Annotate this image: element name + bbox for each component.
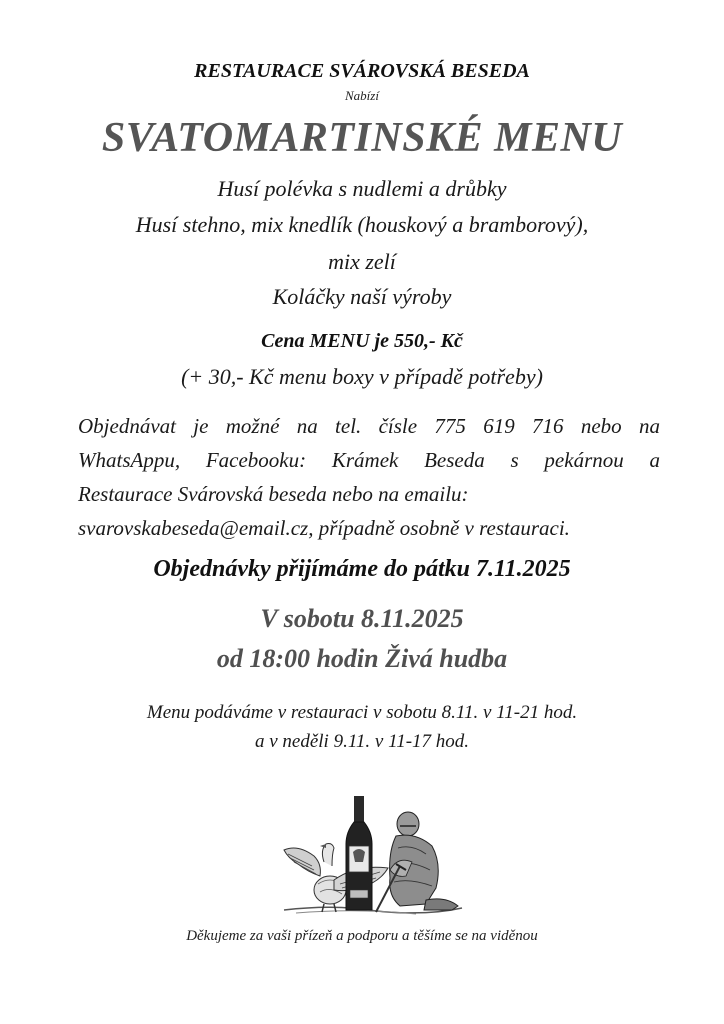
contact-line: WhatsAppu, Facebooku: Krámek Beseda s pekárnou a (78, 448, 660, 472)
restaurant-name: RESTAURACE SVÁROVSKÁ BESEDA (194, 60, 530, 82)
knight-icon (376, 812, 458, 912)
menu-price: Cena MENU je 550,- Kč (261, 330, 463, 352)
contact-line: svarovskabeseda@email.cz, případně osobně v restauraci. (78, 516, 570, 540)
menu-item-dessert: Koláčky naší výroby (272, 284, 452, 309)
live-music: od 18:00 hodin Živá hudba (216, 644, 508, 673)
serving-hours-sunday: a v neděli 9.11. v 11-17 hod. (254, 731, 470, 752)
menu-item-soup: Husí polévka s nudlemi a drůbky (217, 176, 507, 201)
boxes-note: (+ 30,- Kč menu boxy v případě potřeby) (181, 364, 543, 389)
thank-you-note: Děkujeme za vaši přízeň a podporu a těšíme se na viděnou (186, 928, 538, 944)
menu-item-main-side: mix zelí (328, 249, 396, 274)
goose-wine-knight-illustration (276, 792, 466, 917)
wine-bottle-icon (346, 796, 372, 910)
menu-item-main: Husí stehno, mix knedlík (houskový a bramborový), (135, 212, 589, 237)
contact-paragraph (78, 409, 660, 545)
contact-line: Objednávat je možné na tel. čísle 775 619 716 nebo na (78, 414, 660, 438)
event-date: V sobotu 8.11.2025 (260, 604, 464, 633)
offers-label: Nabízí (345, 88, 379, 103)
orders-deadline: Objednávky přijímáme do pátku 7.11.2025 (153, 556, 571, 582)
serving-hours-saturday: Menu podáváme v restauraci v sobotu 8.11. v 11-21 hod. (146, 702, 578, 723)
contact-line: Restaurace Svárovská beseda nebo na emailu: (78, 482, 469, 506)
page-title: SVATOMARTINSKÉ MENU (101, 115, 623, 161)
